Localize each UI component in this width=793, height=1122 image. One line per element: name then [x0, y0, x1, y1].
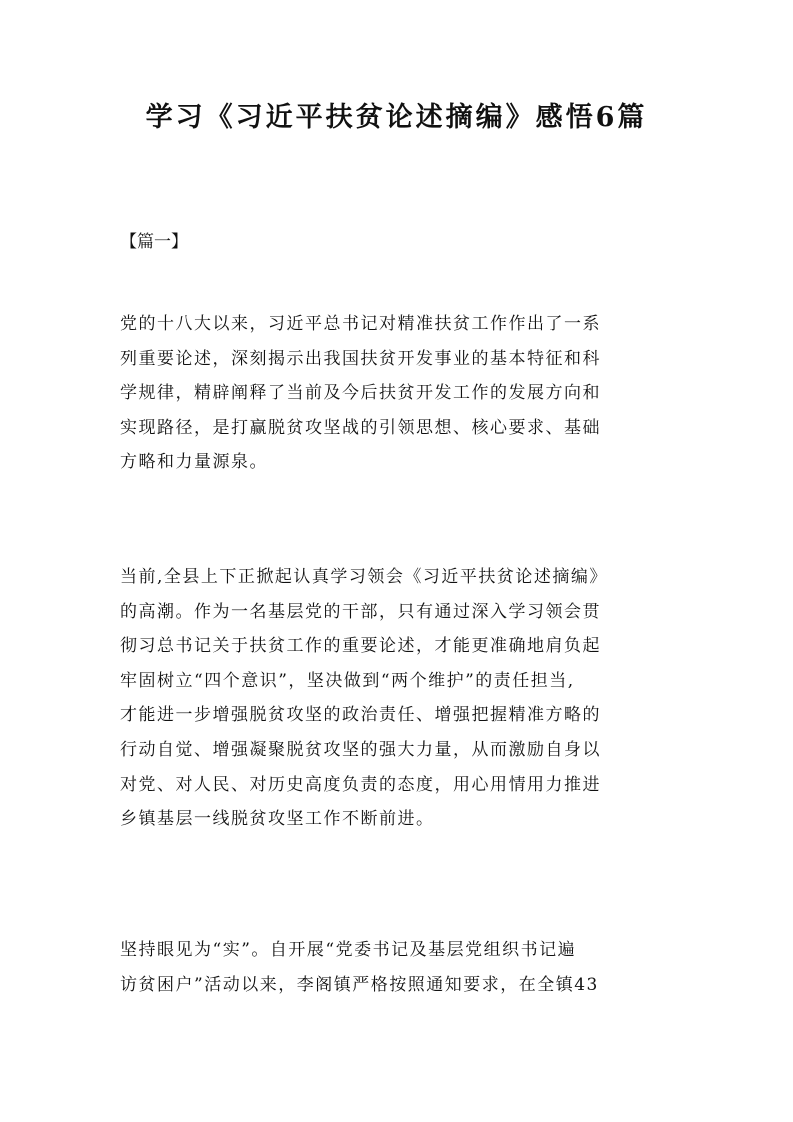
text-line: 乡镇基层一线脱贫攻坚工作不断前进。 — [120, 809, 435, 830]
text-line: 党的十八大以来，习近平总书记对精准扶贫工作作出了一系 — [120, 314, 601, 334]
text-line: 的高潮。作为一名基层党的干部，只有通过深入学习领会贯 — [120, 601, 601, 622]
text-line: 实现路径，是打赢脱贫攻坚战的引领思想、核心要求、基础 — [120, 417, 601, 438]
text-line: 当前,全县上下正掀起认真学习领会《习近平扶贫论述摘编》 — [120, 567, 608, 587]
text-line: 坚持眼见为“实”。自开展“党委书记及基层党组织书记遍 — [120, 940, 577, 960]
text-line: 列重要论述，深刻揭示出我国扶贫开发事业的基本特征和科 — [120, 348, 601, 369]
text-line: 学规律，精辟阐释了当前及今后扶贫开发工作的发展方向和 — [120, 383, 601, 404]
document-title: 学习《习近平扶贫论述摘编》感悟6篇 — [145, 102, 648, 133]
paragraph-2 — [120, 560, 680, 837]
paragraph-1 — [120, 307, 680, 480]
text-line: 彻习总书记关于扶贫工作的重要论述，才能更准确地肩负起 — [120, 636, 601, 657]
text-line: 行动自觉、增强凝聚脱贫攻坚的强大力量，从而激励自身以 — [120, 739, 601, 760]
section-label: 【篇一】 — [120, 232, 188, 252]
text-line: 访贫困户”活动以来，李阁镇严格按照通知要求，在全镇43 — [120, 974, 599, 995]
text-line: 才能进一步增强脱贫攻坚的政治责任、增强把握精准方略的 — [120, 705, 601, 726]
paragraph-3 — [120, 933, 680, 1002]
text-line: 牢固树立“四个意识”，坚决做到“两个维护”的责任担当, — [120, 670, 575, 691]
text-line: 对党、对人民、对历史高度负责的态度，用心用情用力推进 — [120, 774, 601, 795]
text-line: 方略和力量源泉。 — [120, 452, 268, 473]
